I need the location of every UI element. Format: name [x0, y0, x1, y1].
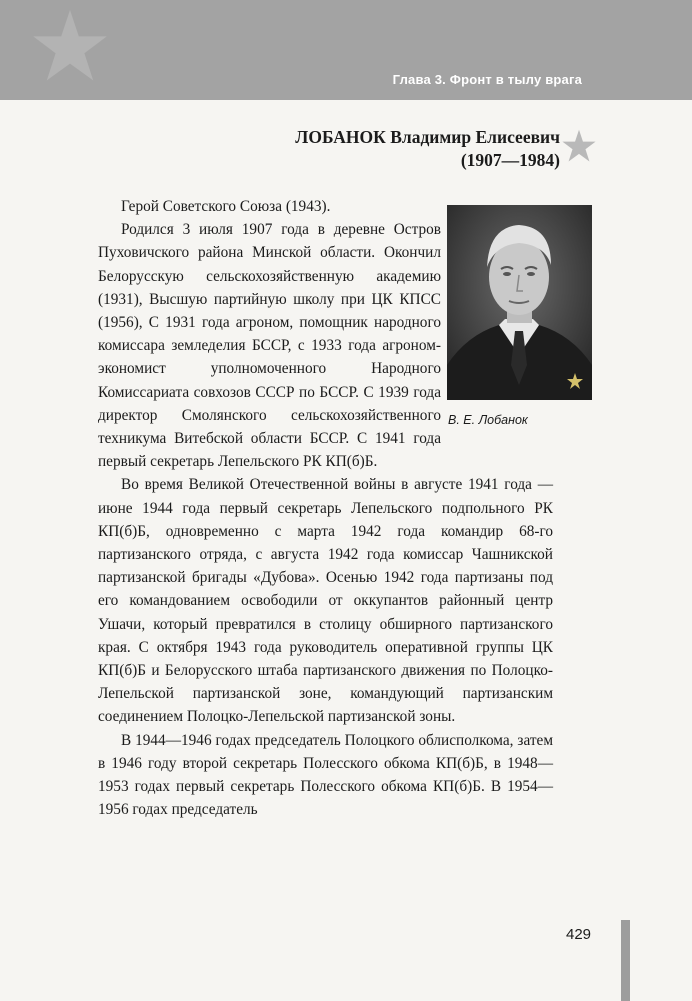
paragraph: В 1944—1946 годах председатель Полоцкого облисполкома, затем в 1946 году второй секретарь Полесского обкома КП(б)Б, в 1948—1953 годах первый секретарь Полесского обкома КП(б)Б. В 1954—1956 годах председатель — [98, 731, 553, 819]
star-watermark-icon — [30, 6, 110, 86]
paragraph: Герой Советского Союза (1943). — [121, 198, 331, 215]
chapter-header-band — [0, 0, 692, 100]
paragraph: Родился 3 июля 1907 года в деревне Остров Пуховичского района Минской области. Окончил Белорусскую сельскохозяйственную академию (1931), Высшую партийную школу при ЦК КПСС (1956), С 1931 года агроном, помощник народного комиссара земледелия БССР, с 1933 года агроном-экономист уполномоченного Народного Комиссариата совхозов СССР по БССР. С 1939 года директор Смолянского сельскохозяйственного техникума Витебской области БССР. С 1941 года первый секретарь Лепельского РК КП(б)Б. — [98, 221, 441, 471]
entry-heading — [295, 126, 560, 172]
star-icon — [561, 128, 597, 164]
page-edge-tab — [621, 920, 630, 1001]
entry-name: ЛОБАНОК Владимир Елисеевич — [295, 127, 560, 147]
entry-years: (1907—1984) — [460, 150, 560, 170]
chapter-title: Глава 3. Фронт в тылу врага — [392, 72, 582, 87]
paragraph: Во время Великой Отечественной войны в августе 1941 года — июне 1944 года первый секретарь Лепельского подпольного РК КП(б)Б, одновременно с марта 1942 года командир 68-го партизанского отряда, с августа 1942 года комиссар Чашникской партизанской бригады «Дубова». Осенью 1942 года партизаны под его командованием освободили от оккупантов районный центр Ушачи, который превратился в столицу обширного партизанского края. С октября 1943 года руководитель оперативной группы ЦК КП(б)Б и Белорусского штаба партизанского движения по Полоцко-Лепельской партизанской зоне, командующий партизанским соединением Полоцко-Лепельской партизанской зоны. — [98, 476, 553, 726]
page-number: 429 — [566, 926, 592, 943]
photo-caption: В. Е. Лобанок — [448, 413, 528, 427]
biography-text — [98, 195, 553, 821]
photo-float-spacer — [441, 195, 553, 473]
